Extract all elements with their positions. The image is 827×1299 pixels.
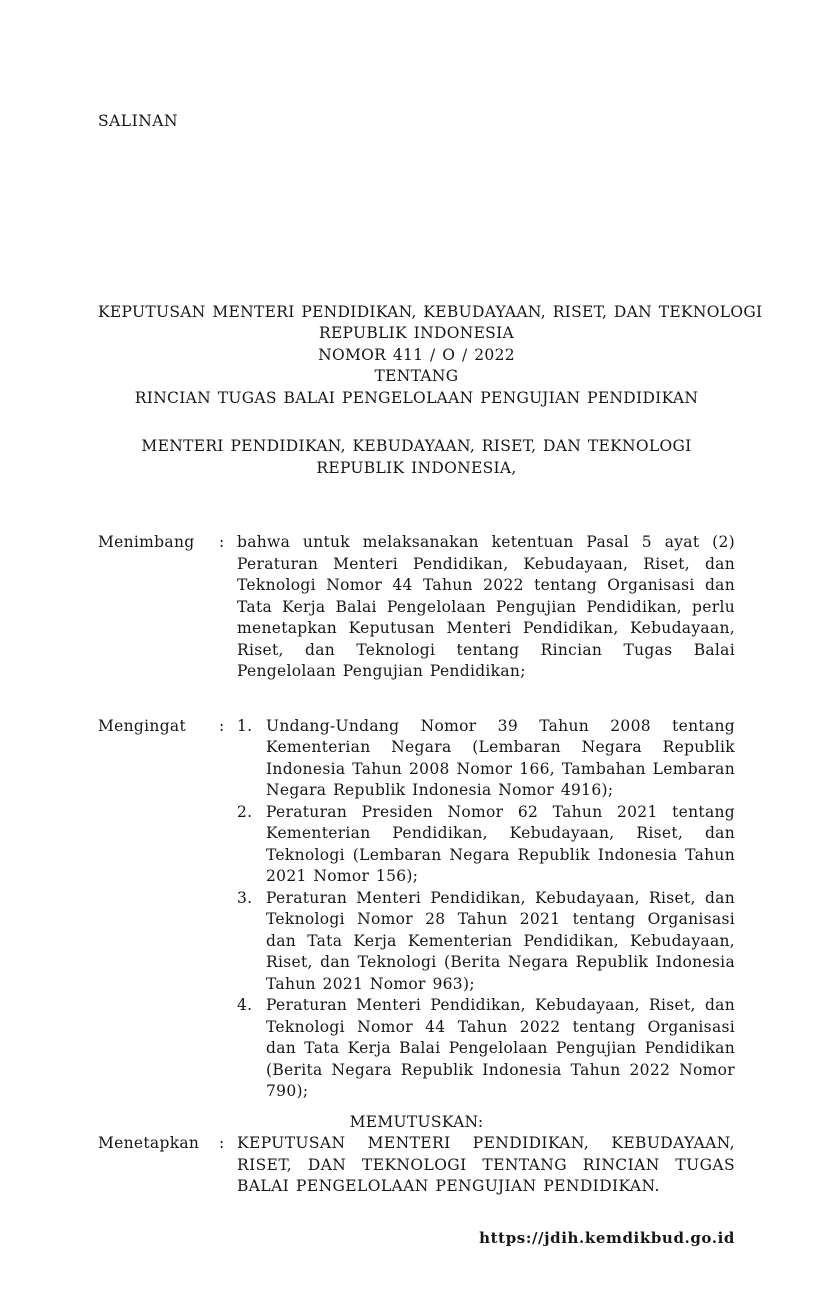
decision-text: KEPUTUSAN MENTERI PENDIDIKAN, KEBUDAYAAN, RISET, DAN TEKNOLOGI TENTANG RINCIAN TUGAS BALAI PENGELOLAAN PENGUJIAN PENDIDIKAN. [237, 1134, 735, 1195]
decree-number: NOMOR 411 / O / 2022 [318, 345, 515, 364]
legal-basis-item-number: 1. [237, 716, 253, 735]
legal-basis-item-text: Peraturan Presiden Nomor 62 Tahun 2021 tentang Kementerian Pendidikan, Kebudayaan, Riset, dan Teknologi (Lembaran Negara Republik Indonesia Tahun 2021 Nomor 156); [266, 802, 735, 885]
remembering-clause [98, 716, 735, 1103]
considering-text: bahwa untuk melaksanakan ketentuan Pasal 5 ayat (2) Peraturan Menteri Pendidikan, Kebudayaan, Riset, dan Teknologi Nomor 44 Tahun 2022 tentang Organisasi dan Tata Kerja Balai Pengelolaan Pengujian Pendidikan, perlu menetapkan Keputusan Menteri Pendidikan, Kebudayaan, Riset, dan Teknologi tentang Rincian Tugas Balai Pengelolaan Pengujian Pendidikan; [237, 533, 735, 680]
legal-basis-item [237, 716, 735, 802]
remembering-colon: : [219, 716, 225, 735]
decree-about-label: TENTANG [374, 367, 459, 385]
decision-clause [98, 1133, 735, 1198]
legal-basis-item-text: Undang-Undang Nomor 39 Tahun 2008 tentang Kementerian Negara (Lembaran Negara Republik Indonesia Tahun 2008 Nomor 166, Tambahan Lembaran Negara Republik Indonesia Nomor 4916); [266, 716, 735, 799]
legal-basis-list [237, 716, 735, 1103]
legal-basis-item-number: 2. [237, 802, 253, 821]
authority-heading-line: REPUBLIK INDONESIA, [316, 458, 517, 477]
legal-basis-item [237, 995, 735, 1103]
decision-label: Menetapkan [98, 1134, 200, 1152]
legal-basis-item-text: Peraturan Menteri Pendidikan, Kebudayaan, Riset, dan Teknologi Nomor 44 Tahun 2022 tentang Organisasi dan Tata Kerja Balai Pengelolaan Pengujian Pendidikan (Berita Negara Republik Indonesia Tahun 2022 Nomor 790); [266, 996, 735, 1100]
legal-basis-item [237, 802, 735, 888]
decree-title [98, 302, 763, 410]
considering-clause [98, 532, 735, 683]
considering-label: Menimbang [98, 533, 195, 551]
legal-basis-item-number: 4. [237, 996, 253, 1014]
authority-heading-line: MENTERI PENDIDIKAN, KEBUDAYAAN, RISET, DAN TEKNOLOGI [141, 437, 692, 455]
legal-basis-item-text: Peraturan Menteri Pendidikan, Kebudayaan, Riset, dan Teknologi Nomor 28 Tahun 2021 tentang Organisasi dan Tata Kerja Kementerian Pendidikan, Kebudayaan, Riset, dan Teknologi (Berita Negara Republik Indonesia Tahun 2021 Nomor 963); [266, 888, 735, 993]
legal-basis-item [237, 888, 735, 996]
decree-subject: RINCIAN TUGAS BALAI PENGELOLAAN PENGUJIAN PENDIDIKAN [134, 388, 699, 407]
decree-title-line: KEPUTUSAN MENTERI PENDIDIKAN, KEBUDAYAAN, RISET, DAN TEKNOLOGI [98, 302, 763, 321]
remembering-label: Mengingat [98, 716, 186, 735]
copy-stamp: SALINAN [98, 112, 179, 130]
decision-heading: MEMUTUSKAN: [349, 1112, 484, 1131]
legal-basis-item-number: 3. [237, 888, 253, 907]
decree-title-line: REPUBLIK INDONESIA [318, 324, 515, 342]
jdih-url: https://jdih.kemdikbud.go.id [479, 1229, 735, 1247]
considering-colon: : [219, 533, 225, 551]
decision-colon: : [219, 1134, 225, 1152]
authority-heading [98, 436, 735, 479]
